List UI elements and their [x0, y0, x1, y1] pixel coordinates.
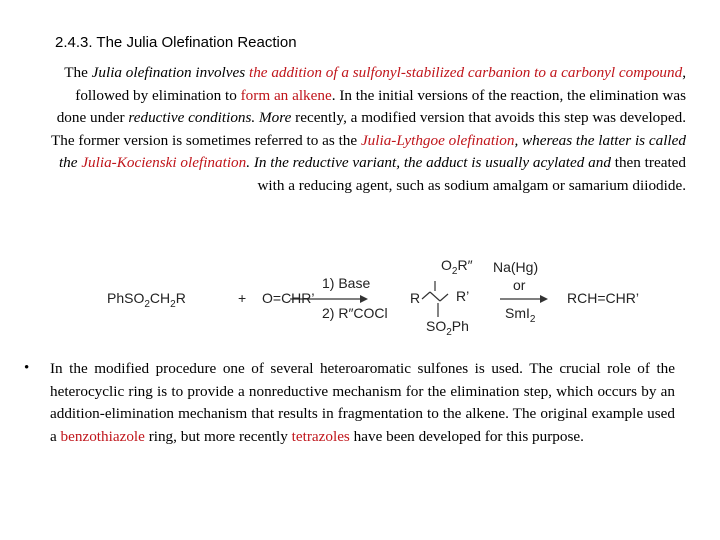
intro-text-7: reductive conditions. More — [128, 109, 292, 127]
reactant-carbonyl: O=CHR’ — [262, 290, 315, 306]
bottom-group-sub: 2 — [446, 326, 452, 338]
sulfonyl-group — [426, 318, 469, 338]
plus-sign: + — [238, 290, 247, 306]
intro-text-12: . In the reductive variant, the adduct is usually acylated and — [246, 154, 611, 172]
highlight-tetrazoles: tetrazoles — [291, 427, 350, 445]
para2-text-5: have been developed for this purpose. — [349, 427, 584, 445]
intro-text-8: recently, a modified version that avoids this step was developed. The former version is sometimes referred to as the — [50, 109, 686, 149]
slide-title: 2.4.3. The Julia Olefination Reaction — [55, 34, 297, 51]
highlight-julia-kocienski: Julia-Kocienski olefination — [81, 154, 247, 172]
top-group-sub: 2 — [451, 265, 458, 277]
reagent-sodium-amalgam: Na(Hg) — [493, 259, 539, 275]
intro-text-1: The — [64, 64, 92, 81]
para2-text-3: ring, but more recently — [144, 427, 292, 445]
intro-text-13: then treated with a reducing agent, such as sodium amalgam or samarium diiodide. — [257, 154, 686, 194]
intro-text-2: Julia olefination involves — [91, 64, 249, 81]
reactant1-end: R — [175, 290, 186, 306]
product-alkene: RCH=CHR’ — [567, 290, 639, 306]
reactant1-sub: 2 — [144, 298, 150, 310]
arrow-1-head — [360, 295, 368, 303]
reactant1-text: PhSO — [107, 290, 145, 306]
reactant1-sub2: 2 — [170, 298, 176, 310]
bottom-group-text: SO — [426, 318, 447, 334]
r-group-left: R — [410, 290, 421, 306]
modified-procedure-paragraph — [50, 358, 675, 448]
intro-text-6: . In the initial versions of the reaction, the elimination was done under — [56, 86, 686, 127]
para2-text-1: In the modified procedure one of several heteroaromatic sulfones is used. The crucial role of the heterocyclic ring is to provide a nonreductive mechanism for the elimination step, which occurs by an addition-elimination mechanism that results in fragmentation to the alkene. The original example used a — [50, 360, 675, 445]
reagent-samarium — [505, 305, 535, 325]
top-group-text: O — [441, 257, 452, 273]
reagent-or: or — [513, 277, 526, 293]
highlight-benzothiazole: benzothiazole — [60, 427, 145, 445]
highlight-julia-lythgoe: Julia-Lythgoe olefination — [360, 131, 515, 149]
highlight-addition-carbanion: the addition of a sulfonyl-stabilized carbanion to a carbonyl compound — [248, 64, 683, 81]
intro-text-10: , whereas the latter is called the — [58, 131, 686, 172]
reaction-scheme — [100, 255, 700, 340]
r-group-right: R’ — [456, 288, 470, 304]
bond-middle — [430, 292, 440, 301]
reactant-sulfone — [107, 290, 186, 310]
acyloxy-group — [441, 257, 473, 277]
step-2-label: 2) R″COCl — [322, 305, 388, 321]
bottom-group-tail: Ph — [451, 318, 469, 334]
intro-text-4: , followed by elimination to — [75, 64, 686, 104]
intro-paragraph — [44, 62, 686, 198]
step-1-label: 1) Base — [322, 275, 371, 291]
top-group-tail: R″ — [457, 257, 473, 273]
reagent2-sub: 2 — [529, 313, 536, 325]
reagent2-text: SmI — [505, 305, 530, 321]
arrow-2-head — [540, 295, 548, 303]
bond-left — [422, 292, 430, 299]
reactant1-tail: CH — [149, 290, 171, 306]
bullet-point: • — [24, 360, 30, 376]
bond-right — [440, 294, 448, 301]
highlight-form-alkene: form an alkene — [240, 86, 332, 104]
